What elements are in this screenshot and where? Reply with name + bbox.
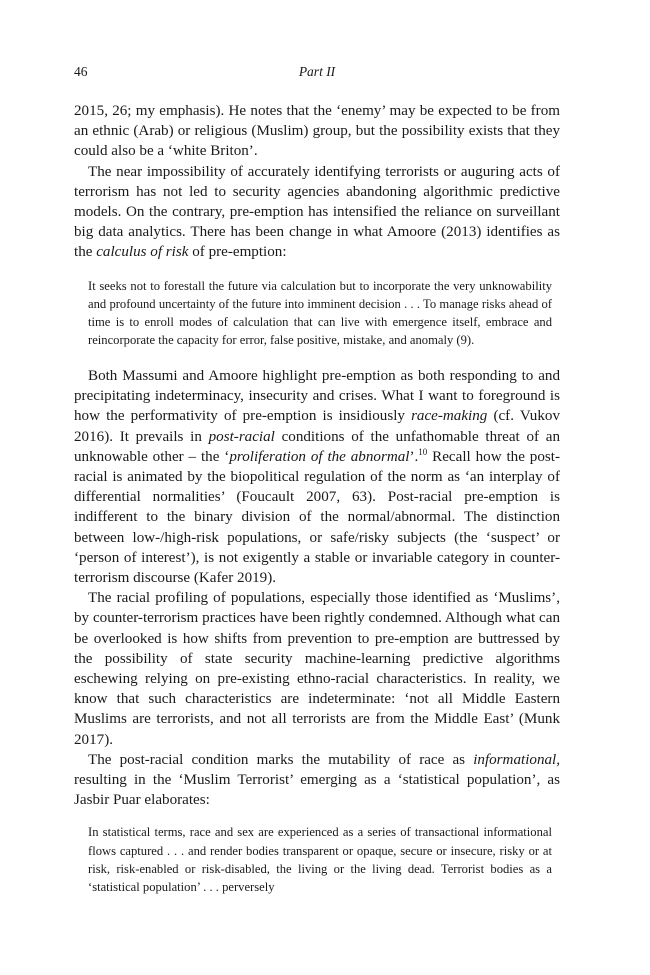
emphasis-text: informational, (473, 751, 560, 768)
emphasis-text: proliferation of the abnormal (229, 448, 410, 465)
page-number: 46 (74, 64, 88, 79)
text-run: conditions of the unfathomable threat of an unknowable other – the ‘ (74, 428, 560, 465)
paragraph-post-racial (74, 750, 560, 811)
block-quote-amoore: It seeks not to forestall the future via calculation but to incorporate the very unknowability and profound uncertainty of the future into imminent decision . . . To manage risks ahead of time is to enroll modes of calculation that can live with emergence itself, embrace and reincorporate the capacity for error, false positive, mistake, and anomaly (9). (88, 278, 552, 347)
text-run: (cf. Vukov 2016). It prevails in (74, 408, 560, 445)
paragraph-pre-emption (74, 366, 560, 588)
text-run: resulting in the ‘Muslim Terrorist’ emerging as a ‘statistical population’, as Jasbir Puar elaborates: (74, 772, 560, 809)
book-page (74, 64, 560, 913)
emphasis-text: calculus of risk (96, 244, 189, 261)
emphasis-text: race-making (411, 408, 488, 425)
page-header (74, 64, 560, 88)
emphasis-text: post-racial (208, 428, 275, 445)
paragraph-racial-profiling: The racial profiling of populations, especially those identified as ‘Muslims’, by counter-terrorism practices have been rightly condemned. Although what can be overlooked is how shifts from prevention to pre-emption are buttressed by the possibility of state security machine-learning predictive algorithms eschewing relying on pre-existing ethno-racial characteristics. In reality, we know that such characteristics are indeterminate: ‘not all Middle Eastern Muslims are terrorists, and not all terrorists are from the Middle East’ (Munk 2017). (74, 590, 560, 748)
block-quote-puar: In statistical terms, race and sex are experienced as a series of transactional informational flows captured . . . and render bodies transparent or opaque, secure or insecure, risky or at risk, risk-enabled or risk-disabled, the living or the living dead. Terrorist bodies as a ‘statistical population’ . . . perversely (88, 825, 552, 894)
text-run: Both Massumi and Amoore highlight pre-emption as both responding to and precipitating indeterminacy, insecurity and crises. What I want to foreground is how the performativity of pre-emption is insidiously (74, 368, 560, 425)
text-run: ’. (409, 448, 419, 465)
text-run: The near impossibility of accurately identifying terrorists or auguring acts of terrorism has not led to security agencies abandoning algorithmic predictive models. On the contrary, pre-emption has intensified the reliance on surveillant big data analytics. There has been change in what Amoore (2013) identifies as the (74, 163, 560, 261)
paragraph-continued: 2015, 26; my emphasis). He notes that the ‘enemy’ may be expected to be from an ethnic (Arab) or religious (Muslim) group, but the possibility exists that they could also be a ‘white Briton’. (74, 103, 560, 160)
paragraph-calculus-of-risk (74, 162, 560, 263)
text-run: of pre-emption: (188, 244, 287, 261)
running-head: Part II (298, 64, 336, 79)
text-run: The post-racial condition marks the mutability of race as (88, 751, 474, 768)
footnote-marker[interactable]: 10 (418, 446, 428, 457)
text-run: Recall how the post-racial is animated by the biopolitical regulation of the norm as ‘an interplay of differential normalities’ (Foucault 2007, 63). Post-racial pre-emption is indifferent to the binary division of the normal/abnormal. The distinction between low-/high-risk populations, or safe/risky subjects (the ‘suspect’ or ‘person of interest’), is not exigently a stable or invariable category in counter-terrorism discourse (Kafer 2019). (74, 448, 560, 587)
